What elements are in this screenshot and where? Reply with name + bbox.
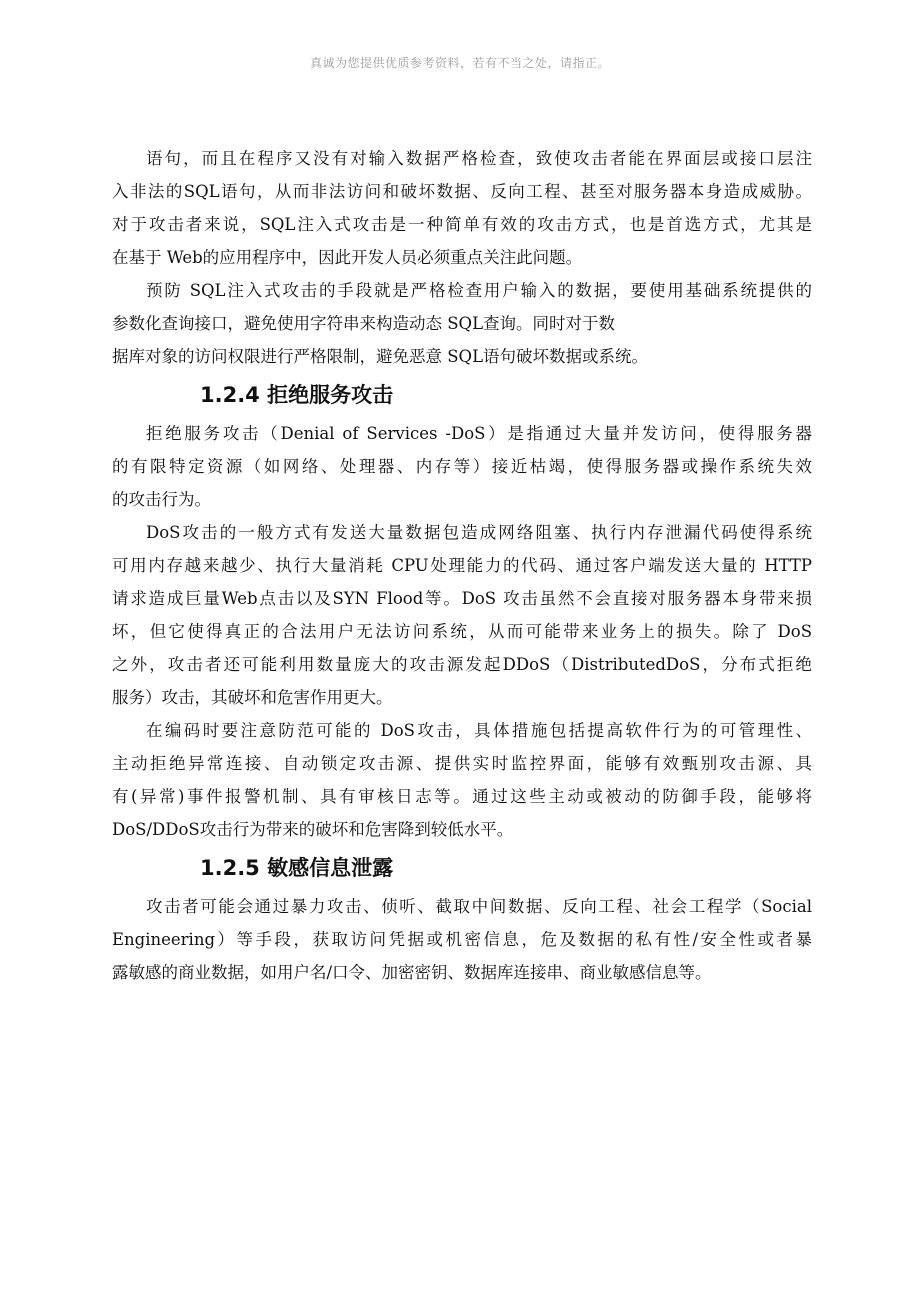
text-line: 的有限特定资源（如网络、处理器、内存等）接近枯竭，使得服务器或操作系统失效 xyxy=(112,457,812,476)
document-body xyxy=(112,142,812,989)
paragraph-sql-injection-prevention xyxy=(112,274,812,373)
text-line: 语句，而且在程序又没有对输入数据严格检查，致使攻击者能在界面层或接口层注 xyxy=(146,149,812,168)
header-note: 真诚为您提供优质参考资料，若有不当之处，请指正。 xyxy=(309,56,610,70)
paragraph-dos-definition xyxy=(112,417,812,516)
text-line: 据库对象的访问权限进行严格限制，避免恶意 SQL语句破坏数据或系统。 xyxy=(112,347,649,366)
text-line: 入非法的SQL语句，从而非法访问和破坏数据、反向工程、甚至对服务器本身造成威胁。 xyxy=(112,182,812,201)
text-line: 在编码时要注意防范可能的 DoS攻击，具体措施包括提高软件行为的可管理性、 xyxy=(146,721,812,740)
text-line: 攻击者可能会通过暴力攻击、侦听、截取中间数据、反向工程、社会工程学（Social xyxy=(146,897,812,916)
paragraph-info-leak xyxy=(112,890,812,989)
text-line: 的攻击行为。 xyxy=(112,490,211,509)
text-line: 对于攻击者来说，SQL注入式攻击是一种简单有效的攻击方式，也是首选方式，尤其是 xyxy=(112,215,812,234)
text-line: 露敏感的商业数据，如用户名/口令、加密密钥、数据库连接串、商业敏感信息等。 xyxy=(112,963,712,982)
text-line: 可用内存越来越少、执行大量消耗 CPU处理能力的代码、通过客户端发送大量的 HTTP xyxy=(112,556,812,575)
text-line: DoS攻击的一般方式有发送大量数据包造成网络阻塞、执行内存泄漏代码使得系统 xyxy=(146,523,812,542)
section-heading-dos: 1.2.4 拒绝服务攻击 xyxy=(200,383,394,407)
paragraph-dos-defense xyxy=(112,714,812,846)
text-line: 预防 SQL注入式攻击的手段就是严格检查用户输入的数据，要使用基础系统提供的 xyxy=(146,281,812,300)
section-heading-info-leak: 1.2.5 敏感信息泄露 xyxy=(200,856,394,880)
text-line: DoS/DDoS攻击行为带来的破坏和危害降到较低水平。 xyxy=(112,820,514,839)
text-line: 拒绝服务攻击（Denial of Services -DoS）是指通过大量并发访问，使得服务器 xyxy=(146,424,812,443)
paragraph-sql-injection-intro xyxy=(112,142,812,274)
text-line: 坏，但它使得真正的合法用户无法访问系统，从而可能带来业务上的损失。除了 DoS xyxy=(112,622,812,641)
text-line: 之外，攻击者还可能利用数量庞大的攻击源发起DDoS（DistributedDoS，分布式拒绝 xyxy=(112,655,812,674)
text-line: 参数化查询接口，避免使用字符串来构造动态 SQL查询。同时对于数 xyxy=(112,314,616,333)
text-line: 有(异常)事件报警机制、具有审核日志等。通过这些主动或被动的防御手段，能够将 xyxy=(112,787,812,806)
text-line: Engineering）等手段，获取访问凭据或机密信息，危及数据的私有性/安全性或者暴 xyxy=(112,930,812,949)
paragraph-dos-methods xyxy=(112,516,812,714)
text-line: 服务）攻击，其破坏和危害作用更大。 xyxy=(112,688,393,707)
text-line: 主动拒绝异常连接、自动锁定攻击源、提供实时监控界面，能够有效甄别攻击源、具 xyxy=(112,754,812,773)
text-line: 请求造成巨量Web点击以及SYN Flood等。DoS 攻击虽然不会直接对服务器本身带来损 xyxy=(112,589,812,608)
text-line: 在基于 Web的应用程序中，因此开发人员必须重点关注此问题。 xyxy=(112,248,583,267)
